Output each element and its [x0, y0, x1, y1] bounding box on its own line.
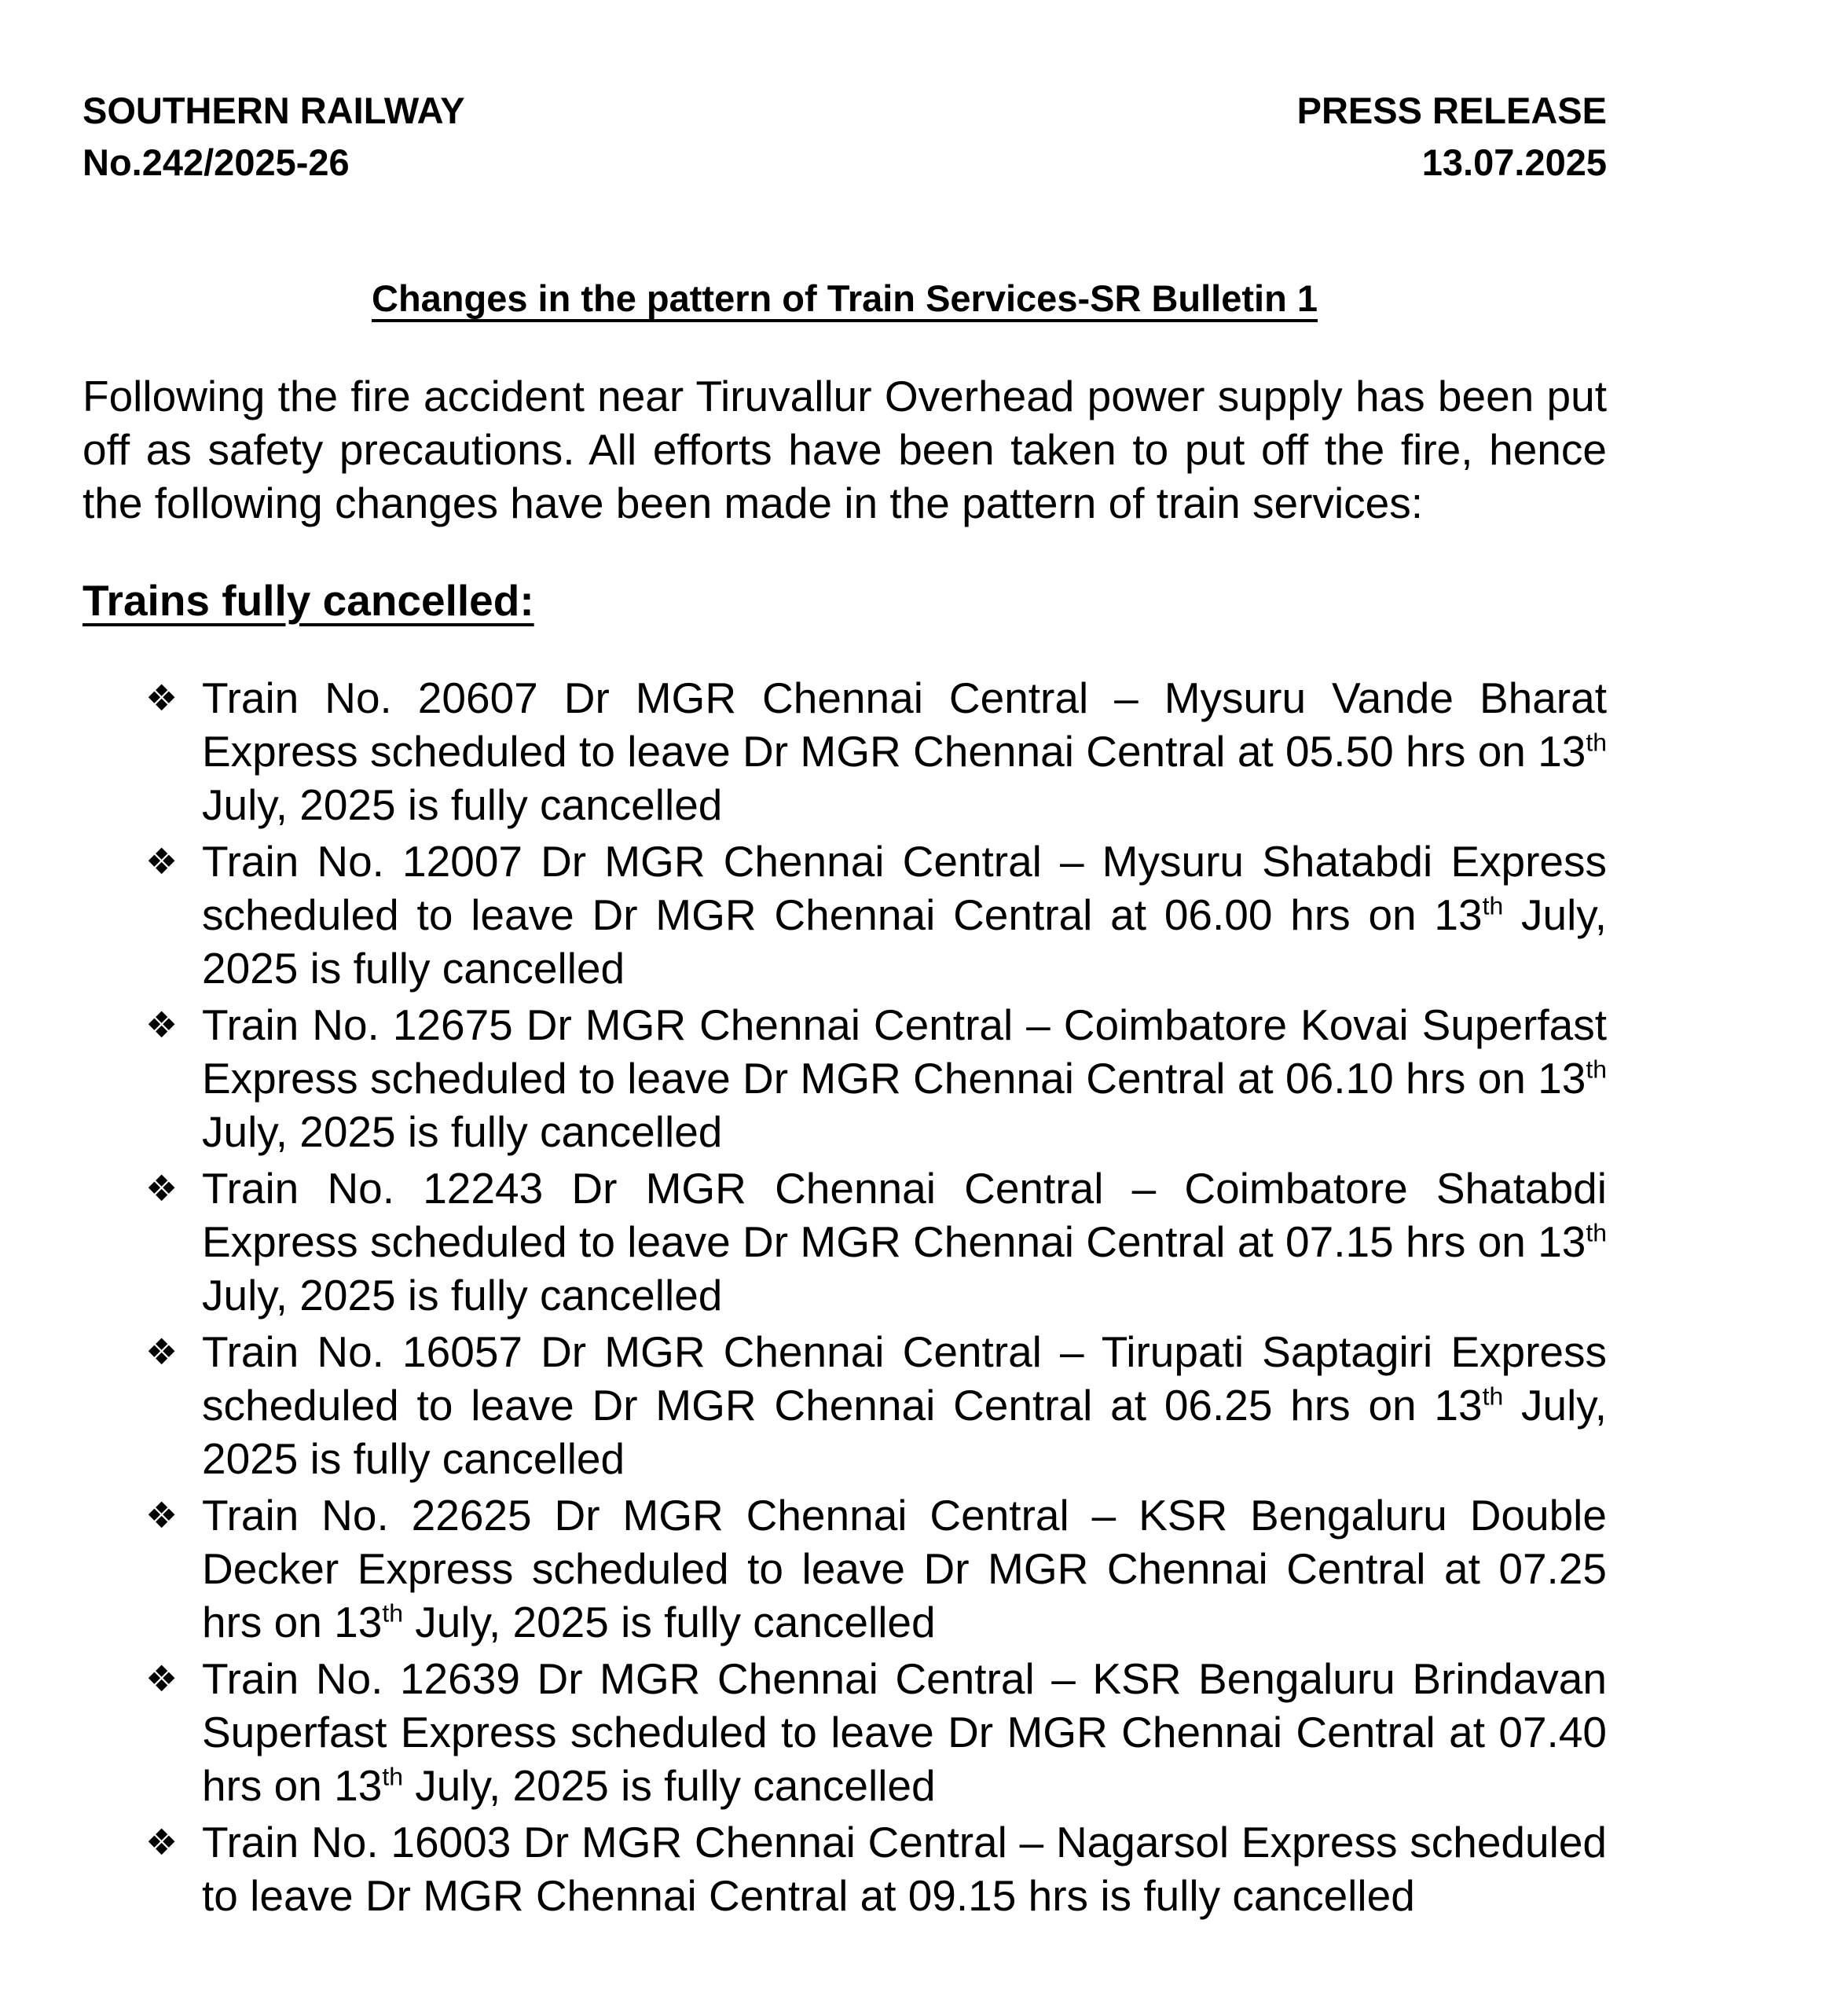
list-item	[145, 1652, 1607, 1812]
section-heading: Trains fully cancelled:	[82, 576, 534, 625]
diamond-bullet-icon: ❖	[145, 1168, 178, 1209]
train-cancellation-text: Train No. 12639 Dr MGR Chennai Central – KSR Bengaluru Brindavan Superfast Express scheduled to leave Dr MGR Chennai Central at 07.40 hrs on 13th July, 2025 is fully cancelled	[202, 1654, 1607, 1810]
list-item	[145, 1815, 1607, 1922]
diamond-bullet-icon: ❖	[145, 1495, 178, 1536]
page-title: Changes in the pattern of Train Services-SR Bulletin 1	[372, 277, 1318, 319]
list-item	[145, 998, 1607, 1158]
diamond-bullet-icon: ❖	[145, 1822, 178, 1863]
document-header	[82, 85, 1607, 189]
list-item	[145, 835, 1607, 995]
press-release-label: PRESS RELEASE	[1296, 90, 1607, 131]
reference-number: No.242/2025-26	[82, 141, 350, 183]
diamond-bullet-icon: ❖	[145, 1331, 178, 1372]
diamond-bullet-icon: ❖	[145, 1658, 178, 1699]
org-name: SOUTHERN RAILWAY	[82, 90, 465, 131]
list-item	[145, 1488, 1607, 1649]
diamond-bullet-icon: ❖	[145, 677, 178, 718]
train-cancellation-text: Train No. 12675 Dr MGR Chennai Central – Coimbatore Kovai Superfast Express scheduled to leave Dr MGR Chennai Central at 06.10 hrs on 13th July, 2025 is fully cancelled	[202, 1000, 1607, 1156]
train-cancellation-text: Train No. 22625 Dr MGR Chennai Central – KSR Bengaluru Double Decker Express scheduled to leave Dr MGR Chennai Central at 07.25 hrs on 13th July, 2025 is fully cancelled	[202, 1491, 1607, 1646]
train-cancellation-text: Train No. 20607 Dr MGR Chennai Central – Mysuru Vande Bharat Express scheduled to leave Dr MGR Chennai Central at 05.50 hrs on 13th July, 2025 is fully cancelled	[202, 674, 1607, 829]
diamond-bullet-icon: ❖	[145, 1004, 178, 1045]
train-cancellation-text: Train No. 12007 Dr MGR Chennai Central – Mysuru Shatabdi Express scheduled to leave Dr MGR Chennai Central at 06.00 hrs on 13th July, 2025 is fully cancelled	[202, 837, 1607, 993]
list-item	[145, 1162, 1607, 1322]
intro-paragraph: Following the fire accident near Tiruvallur Overhead power supply has been put off as safety precautions. All efforts have been taken to put off the fire, hence the following changes have been made in the pattern of train services:	[82, 372, 1607, 527]
train-cancellation-text: Train No. 12243 Dr MGR Chennai Central – Coimbatore Shatabdi Express scheduled to leave Dr MGR Chennai Central at 07.15 hrs on 13th July, 2025 is fully cancelled	[202, 1164, 1607, 1319]
release-date: 13.07.2025	[1421, 141, 1607, 183]
header-right	[1297, 85, 1607, 189]
train-cancellation-text: Train No. 16057 Dr MGR Chennai Central – Tirupati Saptagiri Express scheduled to leave Dr MGR Chennai Central at 06.25 hrs on 13th July, 2025 is fully cancelled	[202, 1327, 1607, 1483]
train-cancellation-text: Train No. 16003 Dr MGR Chennai Central – Nagarsol Express scheduled to leave Dr MGR Chennai Central at 09.15 hrs is fully cancelled	[202, 1818, 1607, 1920]
list-item	[145, 671, 1607, 831]
header-left	[82, 85, 465, 189]
diamond-bullet-icon: ❖	[145, 841, 178, 882]
cancelled-trains-list	[82, 671, 1607, 1922]
list-item	[145, 1325, 1607, 1485]
